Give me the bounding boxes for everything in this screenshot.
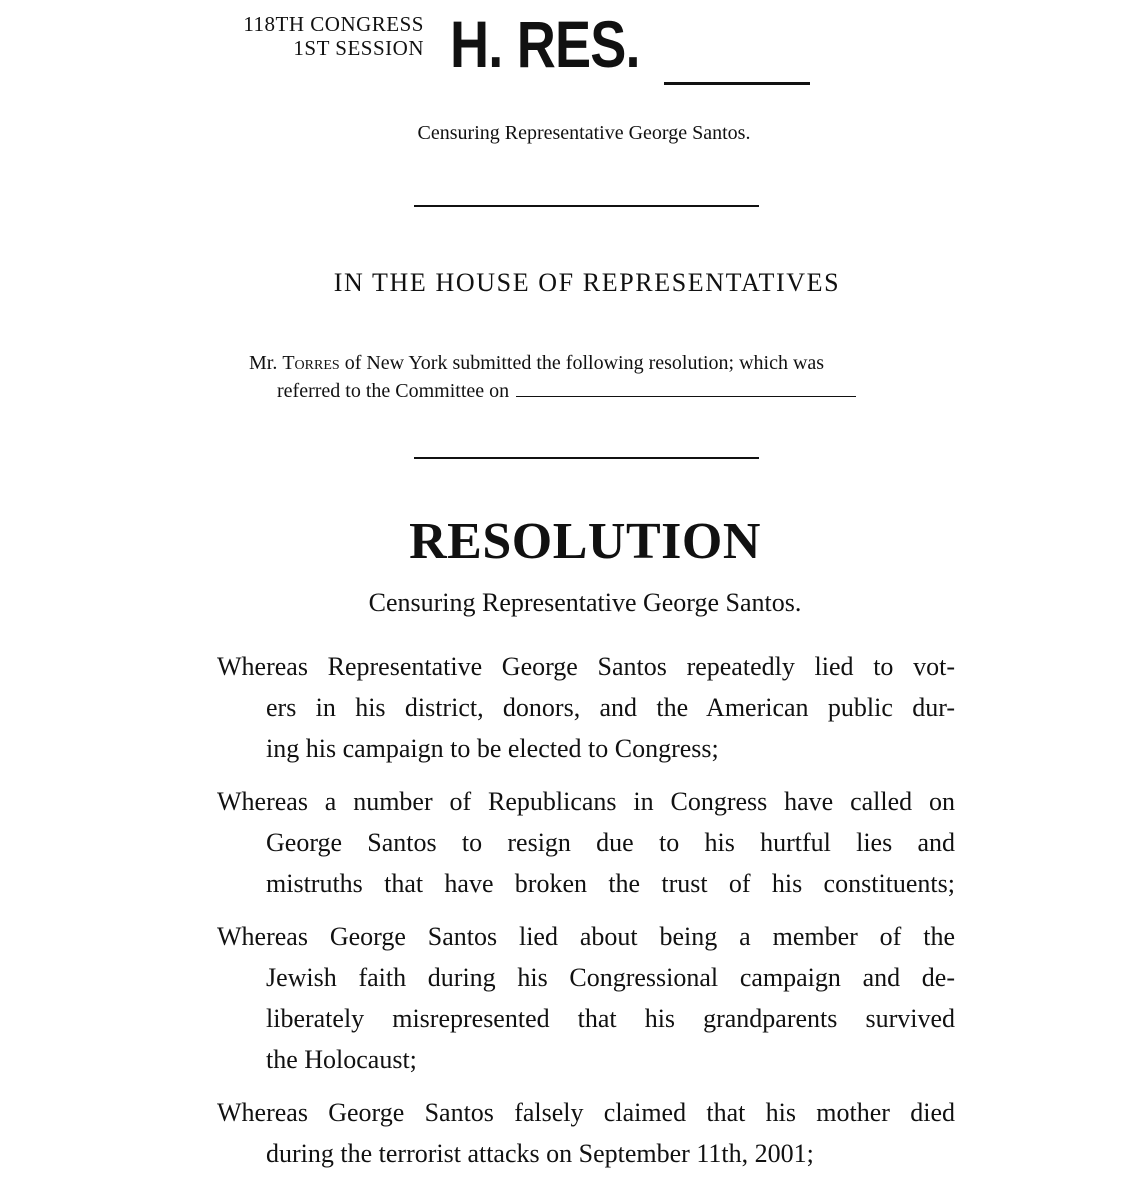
clause-line: mistruths that have broken the trust of his constituents; — [266, 869, 955, 898]
clause-line: Whereas George Santos lied about being a member of the — [217, 922, 955, 951]
sponsor-prefix: Mr. — [249, 352, 283, 374]
clause-line: Whereas George Santos falsely claimed that his mother died — [217, 1098, 955, 1127]
committee-referral-line — [277, 378, 856, 403]
clause-line: George Santos to resign due to his hurtful lies and — [266, 828, 955, 857]
bill-type: H. RES. — [450, 7, 640, 81]
clause-line: ers in his district, donors, and the American public dur- — [266, 693, 955, 722]
clause-line: Jewish faith during his Congressional campaign and de- — [266, 963, 955, 992]
clause-line: the Holocaust; — [266, 1045, 417, 1074]
chamber-heading: IN THE HOUSE OF REPRESENTATIVES — [333, 268, 841, 297]
divider-rule — [414, 457, 759, 459]
sponsor-line — [249, 352, 824, 375]
clause-line: ing his campaign to be elected to Congress; — [266, 734, 719, 763]
resolution-title: Censuring Representative George Santos. — [368, 588, 802, 617]
whereas-clause — [217, 1092, 955, 1174]
whereas-clause — [217, 781, 955, 904]
whereas-clause — [217, 646, 955, 769]
whereas-clause — [217, 916, 955, 1080]
clause-line: liberately misrepresented that his grandparents survived — [266, 1004, 955, 1033]
sponsor-line-rest: of New York submitted the following resolution; which was — [339, 352, 825, 374]
committee-referral-text: referred to the Committee on — [277, 380, 510, 402]
sponsor-name: Torres — [282, 352, 340, 374]
resolution-heading: RESOLUTION — [409, 513, 761, 570]
short-title: Censuring Representative George Santos. — [417, 122, 751, 144]
bill-number-blank — [664, 82, 810, 85]
congress-number: 118TH CONGRESS — [243, 12, 424, 36]
divider-rule — [414, 205, 759, 207]
committee-name-blank — [516, 378, 856, 397]
congress-session-label — [212, 12, 424, 60]
session-number: 1ST SESSION — [293, 36, 424, 60]
clause-line: during the terrorist attacks on September 11th, 2001; — [266, 1139, 814, 1168]
clause-line: Whereas Representative George Santos repeatedly lied to vot- — [217, 652, 955, 681]
clause-line: Whereas a number of Republicans in Congress have called on — [217, 787, 955, 816]
